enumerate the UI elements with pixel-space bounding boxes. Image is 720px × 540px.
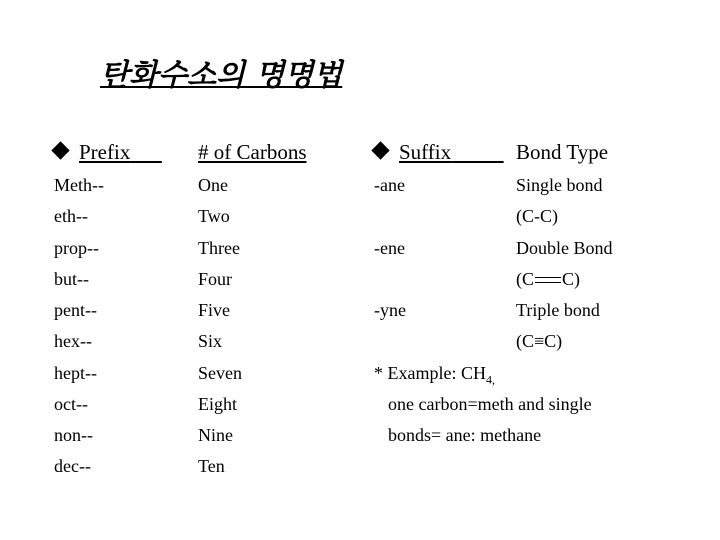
prefix-cell: hex-- bbox=[54, 331, 92, 351]
prefix-header-label: Prefix bbox=[79, 140, 131, 164]
bond-formula-cell bbox=[516, 269, 580, 290]
carbon-count-cell: Five bbox=[198, 300, 231, 320]
page-title: 탄화수소의 명명법 bbox=[100, 58, 343, 93]
carbon-count-cell: Seven bbox=[198, 363, 242, 383]
prefix-cell: hept-- bbox=[54, 363, 97, 383]
formula-left: (C bbox=[516, 269, 534, 289]
carbon-count-cell: Six bbox=[198, 331, 223, 351]
example-line-3: bonds= ane: methane bbox=[388, 425, 542, 445]
double-bond-icon bbox=[535, 277, 561, 283]
prefix-cell: dec-- bbox=[54, 456, 91, 476]
carbon-count-cell: Two bbox=[198, 206, 230, 226]
prefix-cell: but-- bbox=[54, 269, 89, 289]
example-line-2: one carbon=meth and single bbox=[388, 394, 592, 414]
carbon-count-cell: Three bbox=[198, 238, 240, 258]
prefix-cell: eth-- bbox=[54, 206, 88, 226]
bond-formula-cell: (C-C) bbox=[516, 206, 558, 226]
bond-type-cell: Triple bond bbox=[516, 300, 600, 320]
bond-formula-cell: (C≡C) bbox=[516, 331, 563, 351]
bond-type-cell: Single bond bbox=[516, 175, 603, 195]
diamond-bullet-icon bbox=[51, 141, 69, 159]
example-formula: * Example: CH bbox=[374, 363, 486, 383]
prefix-cell: non-- bbox=[54, 425, 93, 445]
prefix-cell: pent-- bbox=[54, 300, 97, 320]
carbon-count-cell: Ten bbox=[198, 456, 225, 476]
bond-type-header: Bond Type bbox=[516, 140, 609, 164]
suffix-header-label: Suffix bbox=[399, 140, 452, 164]
carbons-header: # of Carbons bbox=[198, 140, 307, 164]
suffix-cell: -ene bbox=[374, 238, 405, 258]
suffix-cell: -yne bbox=[374, 300, 406, 320]
carbon-count-cell: Four bbox=[198, 269, 233, 289]
example-subscript: 4, bbox=[485, 372, 495, 387]
carbon-count-cell: One bbox=[198, 175, 228, 195]
example-line-1 bbox=[374, 363, 495, 388]
carbon-count-cell: Nine bbox=[198, 425, 233, 445]
carbon-count-cell: Eight bbox=[198, 394, 237, 414]
prefix-header bbox=[54, 140, 162, 165]
bond-type-cell: Double Bond bbox=[516, 238, 613, 258]
formula-right: C) bbox=[562, 269, 580, 289]
suffix-header bbox=[374, 140, 504, 165]
diamond-bullet-icon bbox=[371, 141, 389, 159]
prefix-cell: Meth-- bbox=[54, 175, 104, 195]
suffix-cell: -ane bbox=[374, 175, 405, 195]
prefix-cell: oct-- bbox=[54, 394, 88, 414]
prefix-cell: prop-- bbox=[54, 238, 99, 258]
